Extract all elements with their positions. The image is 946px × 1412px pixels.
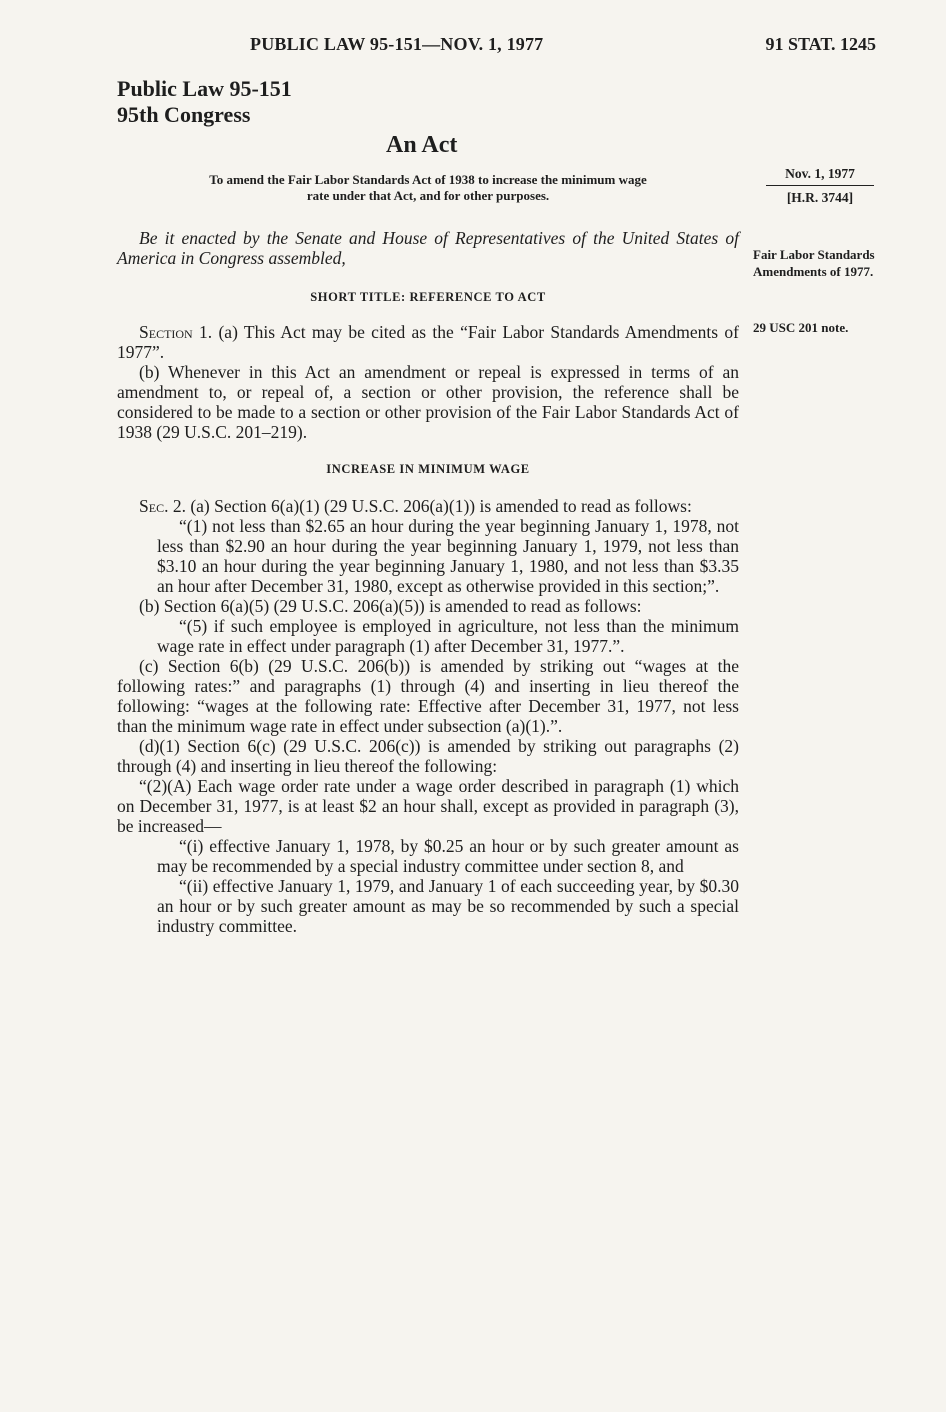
congress-number: 95th Congress [117, 102, 251, 127]
section-1a: Section 1. (a) This Act may be cited as the “Fair Labor Standards Amendments of 1977”. [117, 322, 739, 362]
section-2b: (b) Section 6(a)(5) (29 U.S.C. 206(a)(5)) is amended to read as follows: [139, 596, 642, 616]
section-2d-quote: “(2)(A) Each wage order rate under a wage order described in paragraph (1) which on December 31, 1977, is at least $2 an hour shall, except as provided in paragraph (3), be increased— [117, 776, 739, 836]
law-number: Public Law 95-151 [117, 76, 292, 101]
divider [766, 185, 874, 186]
section-1b: (b) Whenever in this Act an amendment or repeal is expressed in terms of an amendment to, or repeal of, a section or other provision, the reference shall be considered to be made to a section or other provision of the Fair Labor Standards Act of 1938 (29 U.S.C. 201–219). [117, 362, 739, 442]
section-heading-short-title: SHORT TITLE: REFERENCE TO ACT [310, 290, 546, 304]
margin-date-block [766, 165, 874, 207]
enactment-date: Nov. 1, 1977 [785, 166, 855, 181]
purpose-statement [117, 172, 739, 204]
purpose-line-2: rate under that Act, and for other purposes. [306, 188, 550, 203]
section-label: Section [139, 322, 193, 342]
section-2d: (d)(1) Section 6(c) (29 U.S.C. 206(c)) is amended by striking out paragraphs (2) through (4) and inserting in lieu thereof the following: [117, 736, 739, 776]
section-heading-minimum-wage: INCREASE IN MINIMUM WAGE [326, 462, 530, 476]
section-label: Sec. [139, 496, 169, 516]
section-2a: Sec. 2. (a) Section 6(a)(1) (29 U.S.C. 206(a)(1)) is amended to read as follows: [139, 496, 692, 516]
running-head: PUBLIC LAW 95-151—NOV. 1, 1977 [250, 34, 544, 54]
bill-number: [H.R. 3744] [786, 190, 854, 205]
section-2d-clause-ii: “(ii) effective January 1, 1979, and January 1 of each succeeding year, by $0.30 an hour or by such greater amount as may be so recommended by such a special industry committee. [157, 876, 739, 936]
section-2c: (c) Section 6(b) (29 U.S.C. 206(b)) is amended by striking out “wages at the following rates:” and paragraphs (1) through (4) and inserting in lieu thereof the following: “wages at the following rate: Effective after December 31, 1977, not less than the minimum wage rate in effect under subsection (a)(1).”. [117, 656, 739, 736]
section-1-body [117, 322, 739, 442]
section-2-body [117, 496, 739, 936]
statute-page-number: 91 STAT. 1245 [765, 34, 876, 54]
margin-short-title-note: Fair Labor Standards Amendments of 1977. [753, 247, 875, 279]
section-2d-clause-i: “(i) effective January 1, 1978, by $0.25 an hour or by such greater amount as may be recommended by a special industry committee under section 8, and [157, 836, 739, 876]
section-2b-quote: “(5) if such employee is employed in agriculture, not less than the minimum wage rate in effect under paragraph (1) after December 31, 1977.”. [157, 616, 739, 656]
section-2a-quote: “(1) not less than $2.65 an hour during the year beginning January 1, 1978, not less than $2.90 an hour during the year beginning January 1, 1979, not less than $3.10 an hour during the year beginning January 1, 1980, and not less than $3.35 an hour after December 31, 1980, except as otherwise provided in this section;”. [157, 516, 739, 596]
enacting-clause: Be it enacted by the Senate and House of Representatives of the United States of America in Congress assembled, [117, 228, 739, 268]
margin-usc-note: 29 USC 201 note. [753, 320, 849, 335]
purpose-line-1: To amend the Fair Labor Standards Act of 1938 to increase the minimum wage [209, 172, 647, 187]
law-identifier [117, 76, 292, 128]
act-title: An Act [386, 132, 458, 158]
